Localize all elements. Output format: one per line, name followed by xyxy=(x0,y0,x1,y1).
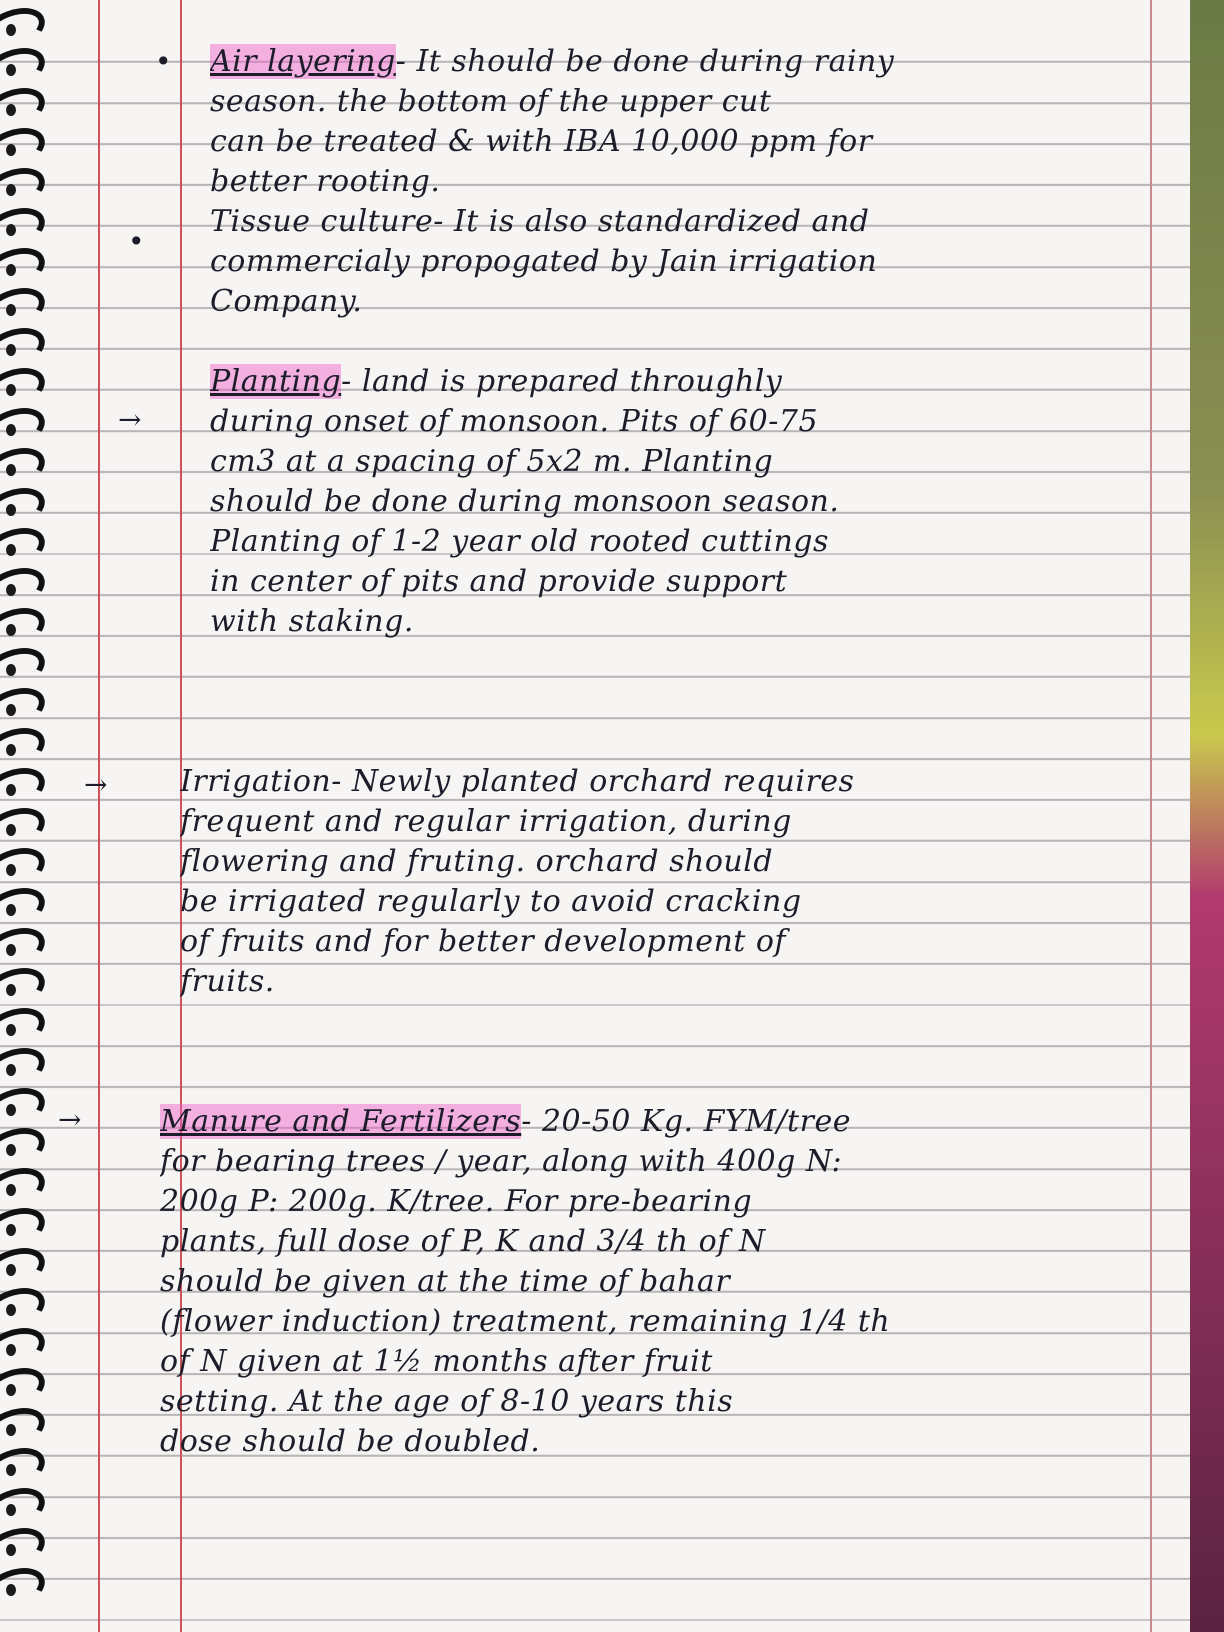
note-line: in center of pits and provide support xyxy=(210,564,788,599)
planting-line xyxy=(210,362,1220,402)
punch-hole xyxy=(6,984,16,996)
punch-hole xyxy=(6,64,16,76)
notes-content xyxy=(210,42,1220,682)
punch-hole xyxy=(6,1024,16,1036)
punch-hole xyxy=(6,704,16,716)
arrow-icon: → xyxy=(84,768,108,801)
punch-hole xyxy=(6,624,16,636)
punch-hole xyxy=(6,944,16,956)
punch-hole xyxy=(6,664,16,676)
section-heading: Air layering xyxy=(210,44,396,79)
note-line: cm3 at a spacing of 5x2 m. Planting xyxy=(210,444,774,479)
punch-hole xyxy=(6,784,16,796)
spiral-binding xyxy=(0,0,60,1632)
punch-hole xyxy=(6,224,16,236)
punch-hole xyxy=(6,904,16,916)
punch-hole xyxy=(6,264,16,276)
note-line: setting. At the age of 8-10 years this xyxy=(160,1384,734,1419)
note-line: of N given at 1½ months after fruit xyxy=(160,1344,713,1379)
punch-hole xyxy=(6,304,16,316)
punch-hole xyxy=(6,1384,16,1396)
note-line: flowering and fruting. orchard should xyxy=(180,844,774,879)
punch-hole xyxy=(6,424,16,436)
irrigation-line: Irrigation- Newly planted orchard requires xyxy=(180,764,855,799)
punch-hole xyxy=(6,104,16,116)
note-line: frequent and regular irrigation, during xyxy=(180,804,792,839)
arrow-icon: → xyxy=(118,403,142,436)
punch-hole xyxy=(6,384,16,396)
punch-hole xyxy=(6,824,16,836)
section-heading: Planting xyxy=(210,364,342,399)
punch-hole xyxy=(6,1544,16,1556)
note-line: can be treated & with IBA 10,000 ppm for xyxy=(210,124,873,159)
note-line: should be done during monsoon season. xyxy=(210,484,840,519)
punch-hole xyxy=(6,1144,16,1156)
note-line: for bearing trees / year, along with 400g N: xyxy=(160,1144,843,1179)
note-line: season. the bottom of the upper cut xyxy=(210,84,772,119)
bullet-icon: • xyxy=(128,225,145,258)
notes-content-lower xyxy=(180,762,1190,1002)
punch-hole xyxy=(6,544,16,556)
punch-hole xyxy=(6,1424,16,1436)
punch-hole xyxy=(6,1264,16,1276)
punch-hole xyxy=(6,1344,16,1356)
note-line: commercialy propogated by Jain irrigation xyxy=(210,244,878,279)
punch-hole xyxy=(6,1064,16,1076)
punch-hole xyxy=(6,504,16,516)
punch-hole xyxy=(6,144,16,156)
note-line: dose should be doubled. xyxy=(160,1424,541,1459)
punch-hole xyxy=(6,1584,16,1596)
note-text: - land is prepared throughly xyxy=(341,364,783,399)
punch-hole xyxy=(6,1184,16,1196)
punch-hole xyxy=(6,344,16,356)
note-text: - 20-50 Kg. FYM/tree xyxy=(521,1104,851,1139)
arrow-icon: → xyxy=(58,1103,82,1136)
punch-hole xyxy=(6,1464,16,1476)
punch-hole xyxy=(6,24,16,36)
note-line: Company. xyxy=(210,284,363,319)
punch-hole xyxy=(6,1504,16,1516)
punch-hole xyxy=(6,744,16,756)
note-line: should be given at the time of bahar xyxy=(160,1264,731,1299)
note-line: (flower induction) treatment, remaining 1/4 th xyxy=(160,1304,891,1339)
note-line: be irrigated regularly to avoid cracking xyxy=(180,884,802,919)
notes-content-bottom xyxy=(160,1102,1170,1462)
punch-hole xyxy=(6,1304,16,1316)
note-line: of fruits and for better development of xyxy=(180,924,787,959)
note-line: plants, full dose of P, K and 3/4 th of N xyxy=(160,1224,766,1259)
note-line: better rooting. xyxy=(210,164,441,199)
punch-hole xyxy=(6,584,16,596)
punch-hole xyxy=(6,1224,16,1236)
note-line: with staking. xyxy=(210,604,414,639)
note-line: Planting of 1-2 year old rooted cuttings xyxy=(210,524,829,559)
section-heading: Manure and Fertilizers xyxy=(160,1104,522,1139)
note-text: - It should be done during rainy xyxy=(395,44,895,79)
margin-line-left xyxy=(98,0,100,1632)
punch-hole xyxy=(6,464,16,476)
tissue-culture-line: Tissue culture- It is also standardized and xyxy=(210,204,870,239)
manure-line xyxy=(160,1102,1170,1142)
air-layering-line xyxy=(210,42,1220,82)
note-line: fruits. xyxy=(180,964,275,999)
bullet-icon: • xyxy=(155,45,172,78)
note-line: 200g P: 200g. K/tree. For pre-bearing xyxy=(160,1184,753,1219)
punch-hole xyxy=(6,864,16,876)
note-line: during onset of monsoon. Pits of 60-75 xyxy=(210,404,819,439)
punch-hole xyxy=(6,1104,16,1116)
punch-hole xyxy=(6,184,16,196)
